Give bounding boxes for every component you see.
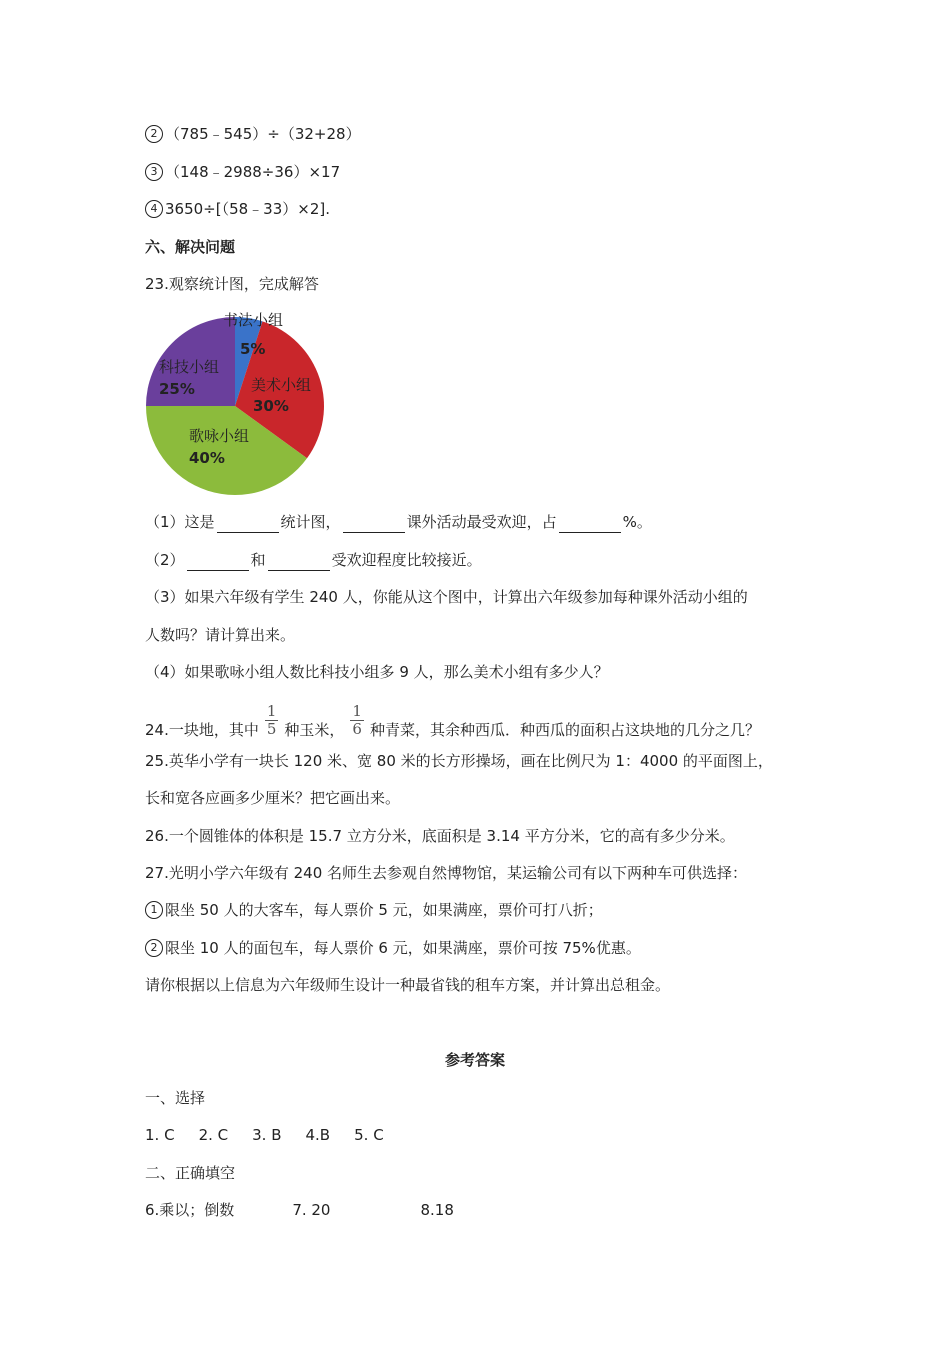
answers-title: 参考答案 (444, 1051, 505, 1069)
expression-text: （148﹣2988÷36）×17 (165, 163, 341, 181)
question-23-part4: （4）如果歌咏小组人数比科技小组多 9 人，那么美术小组有多少人？ (145, 663, 609, 681)
answer-item: 6.乘以；倒数 (145, 1201, 235, 1219)
answer-item: 4.B (305, 1126, 331, 1144)
question-25: 25.英华小学有一块长 120 米、宽 80 米的长方形操场，画在比例尺为 1：4000 的平面图上， (145, 752, 773, 770)
question-23-part3-cont: 人数吗？请计算出来。 (145, 626, 296, 644)
answers-fill (145, 1199, 454, 1221)
slice-value-art: 30% (253, 397, 289, 415)
question-26: 26.一个圆锥体的体积是 15.7 立方分米，底面积是 3.14 平方分米，它的高有多少分米。 (145, 827, 735, 845)
circled-number: 2 (145, 939, 163, 957)
answer-blank[interactable] (268, 554, 330, 571)
section-heading: 六、解决问题 (145, 238, 236, 256)
slice-label-technology: 科技小组 (159, 358, 220, 376)
answer-item: 7. 20 (292, 1201, 331, 1219)
answer-blank[interactable] (559, 516, 621, 533)
question-24: 24.一块地，其中 $\frac{1}{5}$ 种玉米， $\frac{1}{6}$ 种青菜，其余种西瓜．种西瓜的面积占这块地的几分之几？ (145, 702, 760, 739)
expression-4 (145, 198, 330, 220)
question-27-option2: 2 限坐 10 人的面包车，每人票价 6 元，如果满座，票价可按 75%优惠。 (145, 937, 641, 959)
expression-text: 3650÷[（58﹣33）×2]. (165, 200, 331, 218)
answer-item: 1. C (145, 1126, 175, 1144)
fraction-one-sixth: $\frac{1}{6}$ (352, 702, 362, 738)
slice-value-calligraphy: 5% (240, 340, 266, 358)
circled-number: 3 (145, 163, 163, 181)
circled-number: 1 (145, 901, 163, 919)
slice-value-technology: 25% (159, 380, 195, 398)
slice-label-art: 美术小组 (251, 376, 312, 394)
question-27-title: 27.光明小学六年级有 240 名师生去参观自然博物馆，某运输公司有以下两种车可供选择： (145, 864, 748, 882)
answers-section2: 二、正确填空 (145, 1164, 236, 1182)
answers-section1: 一、选择 (145, 1089, 206, 1107)
expression-2 (145, 123, 361, 145)
answer-item: 5. C (354, 1126, 384, 1144)
question-23-title: 23.观察统计图，完成解答 (145, 275, 319, 293)
answer-item: 2. C (198, 1126, 229, 1144)
slice-value-singing: 40% (189, 449, 225, 467)
answer-item: 3. B (252, 1126, 282, 1144)
slice-label-calligraphy: 书法小组 (223, 311, 284, 329)
answers-choices (145, 1124, 408, 1146)
question-27-option1: 1 限坐 50 人的大客车，每人票价 5 元，如果满座，票价可打八折； (145, 899, 603, 921)
answer-blank[interactable] (343, 516, 405, 533)
answer-blank[interactable] (187, 554, 249, 571)
slice-label-singing: 歌咏小组 (189, 427, 250, 445)
question-23-part3: （3）如果六年级有学生 240 人，你能从这个图中，计算出六年级参加每种课外活动小组的 (145, 588, 748, 606)
question-23-part1: （1）这是 统计图， 课外活动最受欢迎，占 %。 (145, 513, 652, 531)
answer-item: 8.18 (420, 1201, 454, 1219)
question-27-end: 请你根据以上信息为六年级师生设计一种最省钱的租车方案，并计算出总租金。 (145, 976, 671, 994)
circled-number: 2 (145, 125, 163, 143)
question-25-cont: 长和宽各应画多少厘米？把它画出来。 (145, 789, 401, 807)
answer-blank[interactable] (217, 516, 279, 533)
pie-chart (145, 306, 329, 502)
question-23-part2: （2） 和 受欢迎程度比较接近。 (145, 551, 482, 569)
circled-number: 4 (145, 200, 163, 218)
expression-3 (145, 161, 340, 183)
expression-text: （785﹣545）÷（32+28） (165, 125, 361, 143)
fraction-one-fifth: $\frac{1}{5}$ (266, 702, 277, 738)
